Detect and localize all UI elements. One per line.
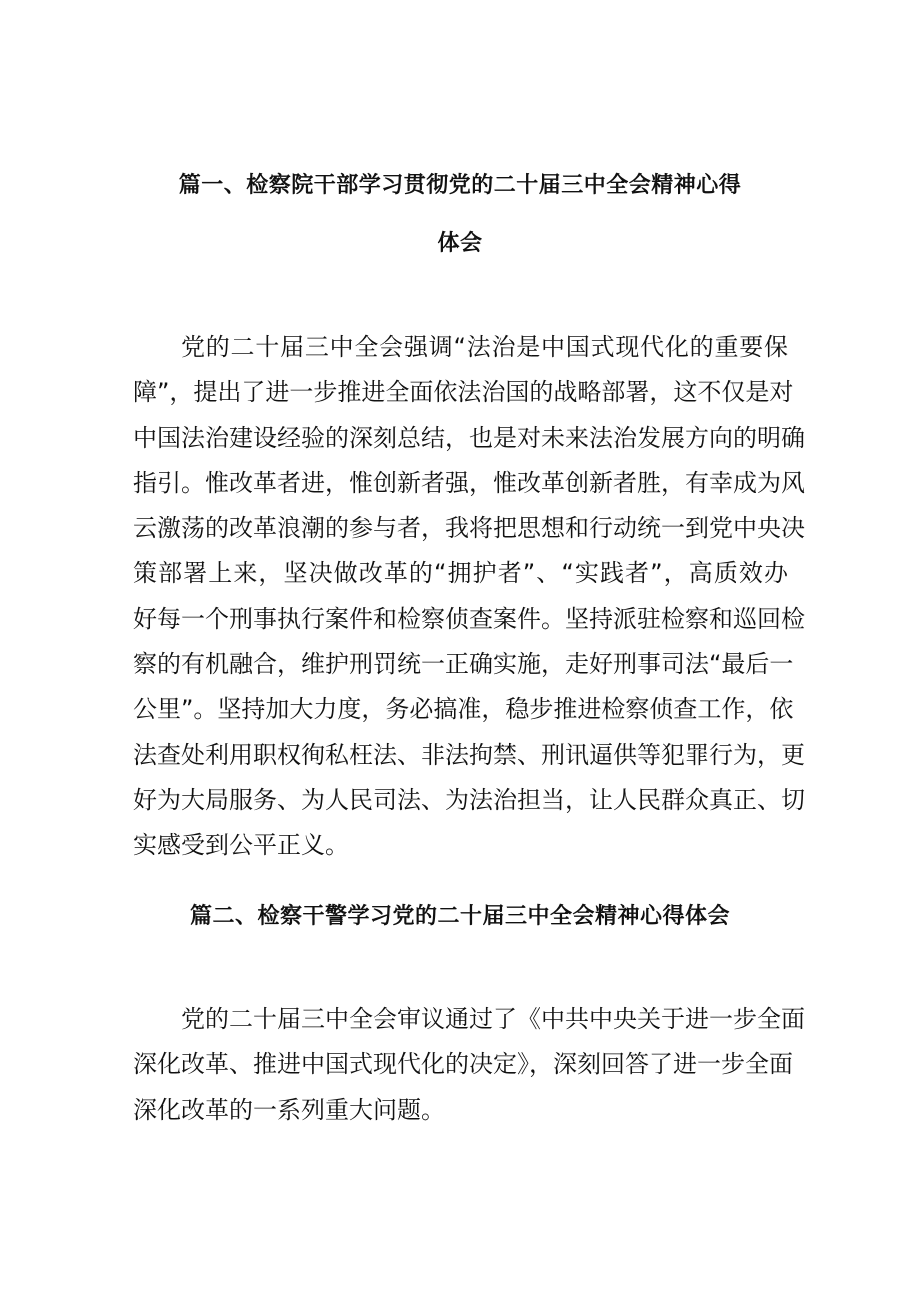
paragraph-line: 法查处利用职权徇私枉法、非法拘禁、刑讯逼供等犯罪行为，更: [133, 740, 805, 769]
section1-title-line1: 篇一、检察院干部学习贯彻党的二十届三中全会精神心得: [178, 173, 742, 198]
paragraph-line: 策部署上来，坚决做改革的“拥护者”、“实践者”，高质效办: [133, 559, 788, 588]
paragraph-line: 察的有机融合，维护刑罚统一正确实施，走好刑事司法“最后一: [133, 650, 794, 679]
paragraph-line: 好为大局服务、为人民司法、为法治担当，让人民群众真正、切: [133, 785, 805, 814]
paragraph-line: 党的二十届三中全会审议通过了《中共中央关于进一步全面: [181, 1005, 805, 1033]
paragraph-line: 公里”。坚持加大力度，务必搞准，稳步推进检察侦查工作，依: [133, 695, 794, 724]
paragraph-line: 障”，提出了进一步推进全面依法治国的战略部署，这不仅是对: [133, 378, 794, 407]
section1-title-line2: 体会: [437, 231, 483, 256]
paragraph-line: 中国法治建设经验的深刻总结，也是对未来法治发展方向的明确: [133, 423, 805, 452]
paragraph-line: 云激荡的改革浪潮的参与者，我将把思想和行动统一到党中央决: [133, 514, 805, 543]
section2-paragraph: [133, 997, 805, 1133]
paragraph-line: 党的二十届三中全会强调“法治是中国式现代化的重要保: [181, 333, 788, 361]
paragraph-line: 深化改革的一系列重大问题。: [133, 1095, 445, 1124]
paragraph-line: 指引。惟改革者进，惟创新者强，惟改革创新者胜，有幸成为风: [133, 468, 805, 497]
paragraph-line: 实感受到公平正义。: [133, 831, 349, 860]
paragraph-line: 好每一个刑事执行案件和检察侦查案件。坚持派驻检察和巡回检: [133, 604, 805, 633]
section2-title: 篇二、检察干警学习党的二十届三中全会精神心得体会: [189, 904, 730, 929]
section1-paragraph: [133, 325, 805, 869]
paragraph-line: 深化改革、推进中国式现代化的决定》，深刻回答了进一步全面: [133, 1050, 793, 1079]
